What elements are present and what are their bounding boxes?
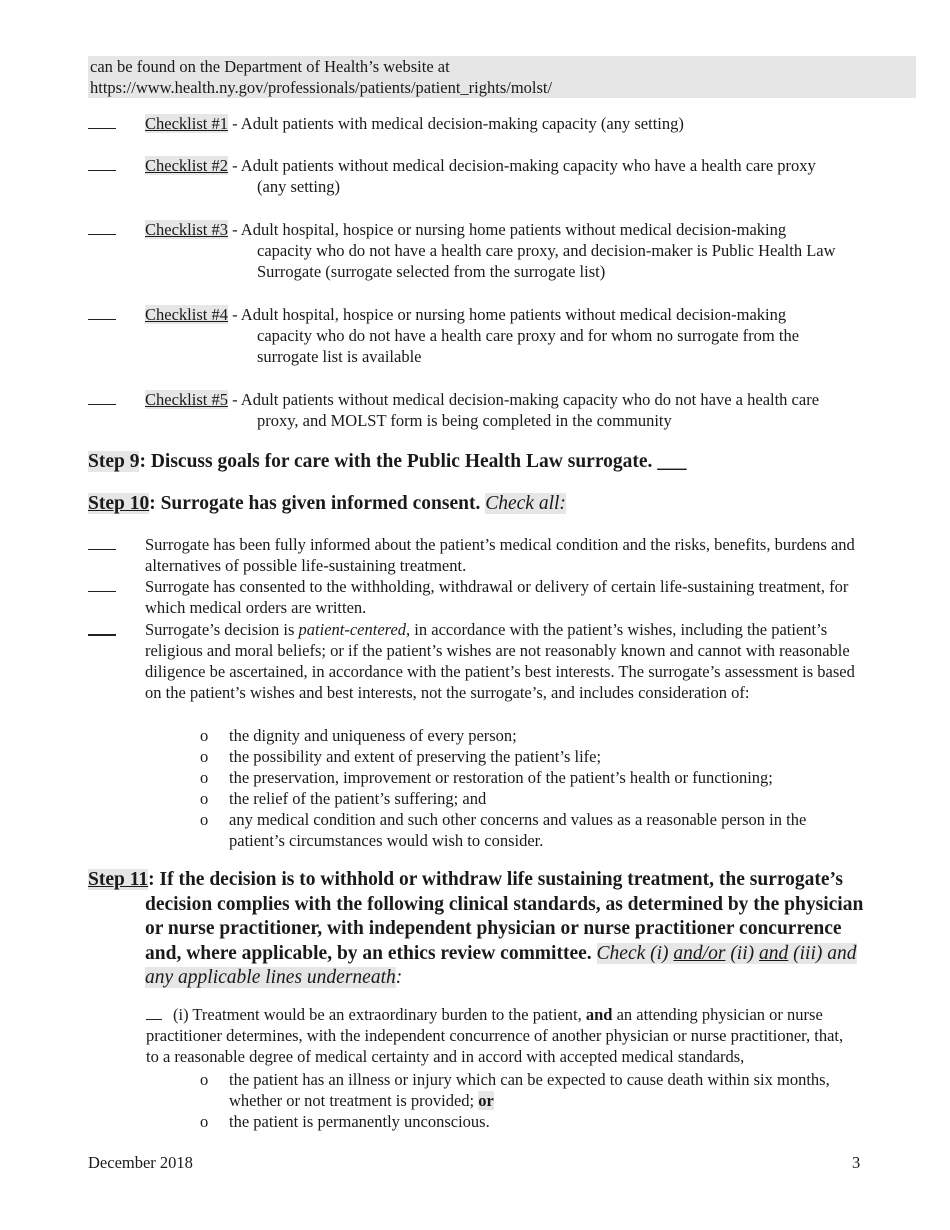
step-9-heading (88, 450, 687, 474)
consent-item-1-text: Surrogate has been fully informed about the patient’s medical condition and the risks, benefits, burdens and alternatives of possible life-sustaining treatment. (145, 535, 855, 575)
checklist-5-cont: proxy, and MOLST form is being completed in the community (257, 411, 672, 430)
step-10-check-all: Check all: (485, 493, 566, 514)
patient-centered-term: patient-centered (298, 620, 407, 639)
checklist-5-link[interactable]: Checklist #5 (145, 390, 228, 409)
checklist-3-link[interactable]: Checklist #3 (145, 220, 228, 239)
step-11-heading: Step 11: If the decision is to withhold or withdraw life sustaining treatment, the surrogate’s decision complies with the following clinical standards, as determined by the physician or nurse practitioner, with independent physician or nurse practitioner concurrence and, where applicable, by an ethics review committee. Check (i) and/or (ii) and (iii) and any applicable lines underneath: (88, 869, 864, 988)
checkbox-blank[interactable] (146, 1019, 162, 1020)
circle-bullet-icon: o (200, 747, 209, 766)
list-item: o the preservation, improvement or restoration of the patient’s health or functioning; (200, 768, 773, 787)
circle-bullet-icon: o (200, 789, 209, 808)
and-keyword: and (585, 1005, 613, 1024)
or-keyword: or (478, 1091, 494, 1110)
step-9-label: Step 9 (88, 451, 140, 472)
step-11-label: Step 11 (88, 869, 149, 890)
consent-item-3 (88, 619, 868, 703)
checkbox-blank[interactable] (88, 128, 116, 129)
treatment-bullets (200, 1069, 840, 1132)
consent-item-1 (88, 534, 868, 576)
step-10-label: Step 10 (88, 493, 150, 514)
checkbox-blank[interactable] (88, 170, 116, 171)
step-10-heading (88, 492, 566, 516)
considerations-list (200, 725, 840, 851)
circle-bullet-icon: o (200, 1070, 209, 1089)
treatment-i: (i) Treatment would be an extraordinary burden to the patient, and an attending physician or nurse practitioner determines, with the independent concurrence of another physician or nurse practitioner, that, to a reasonable degree of medical certainty and in accord with accepted medical standards, (146, 1005, 844, 1066)
checklist-2-desc: - Adult patients without medical decision-making capacity who have a health care proxy (227, 156, 816, 175)
list-item: o any medical condition and such other concerns and values as a reasonable person in the patient’s circumstances would wish to consider. (200, 810, 807, 850)
checkbox-blank[interactable] (88, 234, 116, 235)
checklist-4-cont: surrogate list is available (257, 347, 422, 366)
website-text: can be found on the Department of Health’s website at (90, 57, 450, 76)
list-item: o the possibility and extent of preserving the patient’s life; (200, 747, 602, 766)
website-url[interactable]: https://www.health.ny.gov/professionals/patients/patient_rights/molst/ (90, 78, 553, 97)
checklist-2-row (88, 155, 868, 197)
checklist-3-cont: capacity who do not have a health care proxy, and decision-maker is Public Health Law (257, 241, 836, 260)
circle-bullet-icon: o (200, 1112, 209, 1131)
step-11-line1: : If the decision is to withhold or withdraw life sustaining treatment, the surrogate’s (148, 869, 843, 890)
consent-item-2-text: Surrogate has consented to the withholding, withdrawal or delivery of certain life-sustaining treatment, for which medical orders are written. (145, 577, 849, 617)
checkbox-blank[interactable] (88, 634, 116, 636)
checkbox-blank[interactable] (88, 404, 116, 405)
checklist-4-desc: - Adult hospital, hospice or nursing home patients without medical decision-making (227, 305, 787, 324)
checklist-4-cont: capacity who do not have a health care proxy and for whom no surrogate from the (257, 326, 800, 345)
checklist-1-row (88, 113, 868, 134)
step-11-rest: decision complies with the following clinical standards, as determined by the physician or nurse practitioner, with independent physician or nurse practitioner concurrence and, where applicable, by an ethics review committee. (145, 893, 864, 964)
checklist-2-link[interactable]: Checklist #2 (145, 156, 228, 175)
consent-item-3-pre: Surrogate’s decision is (145, 620, 299, 639)
checklist-1-desc: - Adult patients with medical decision-making capacity (any setting) (227, 114, 684, 133)
checkbox-blank[interactable] (88, 549, 116, 550)
page-number: 3 (852, 1153, 861, 1172)
list-item: o the patient has an illness or injury which can be expected to cause death within six months, whether or not treatment is provided; or (200, 1070, 830, 1110)
circle-bullet-icon: o (200, 726, 209, 745)
checklist-1-link[interactable]: Checklist #1 (145, 114, 228, 133)
list-item: o the patient is permanently unconscious. (200, 1112, 490, 1131)
checklist-3-desc: - Adult hospital, hospice or nursing home patients without medical decision-making (227, 220, 787, 239)
website-reference (88, 56, 916, 98)
circle-bullet-icon: o (200, 810, 209, 829)
step-10-text: : Surrogate has given informed consent. (149, 493, 486, 514)
checklist-5-row (88, 389, 868, 431)
list-item: o the relief of the patient’s suffering; and (200, 789, 487, 808)
list-item: o the dignity and uniqueness of every person; (200, 726, 517, 745)
checklist-3-row (88, 219, 868, 282)
checklist-5-desc: - Adult patients without medical decision-making capacity who do not have a health care (227, 390, 820, 409)
consent-item-3-post: , in accordance with the patient’s wishes, including the patient’s religious and moral beliefs; or if the patient’s wishes are not reasonably known and cannot with reasonable diligence be ascertained, in accordance with the patient’s best interests. The surrogate’s assessment is based on the patient’s wishes and best interests, not the surrogate’s, and includes consideration of: (145, 620, 855, 702)
consent-item-2 (88, 576, 868, 618)
checkbox-blank[interactable] (88, 591, 116, 592)
checkbox-blank[interactable] (88, 319, 116, 320)
checklist-3-cont: Surrogate (surrogate selected from the surrogate list) (257, 262, 606, 281)
checklist-4-row (88, 304, 868, 367)
footer-date: December 2018 (88, 1153, 193, 1172)
checklist-4-link[interactable]: Checklist #4 (145, 305, 228, 324)
step-9-text: : Discuss goals for care with the Public Health Law surrogate. ___ (139, 451, 687, 472)
checklist-2-cont: (any setting) (257, 177, 340, 196)
circle-bullet-icon: o (200, 768, 209, 787)
